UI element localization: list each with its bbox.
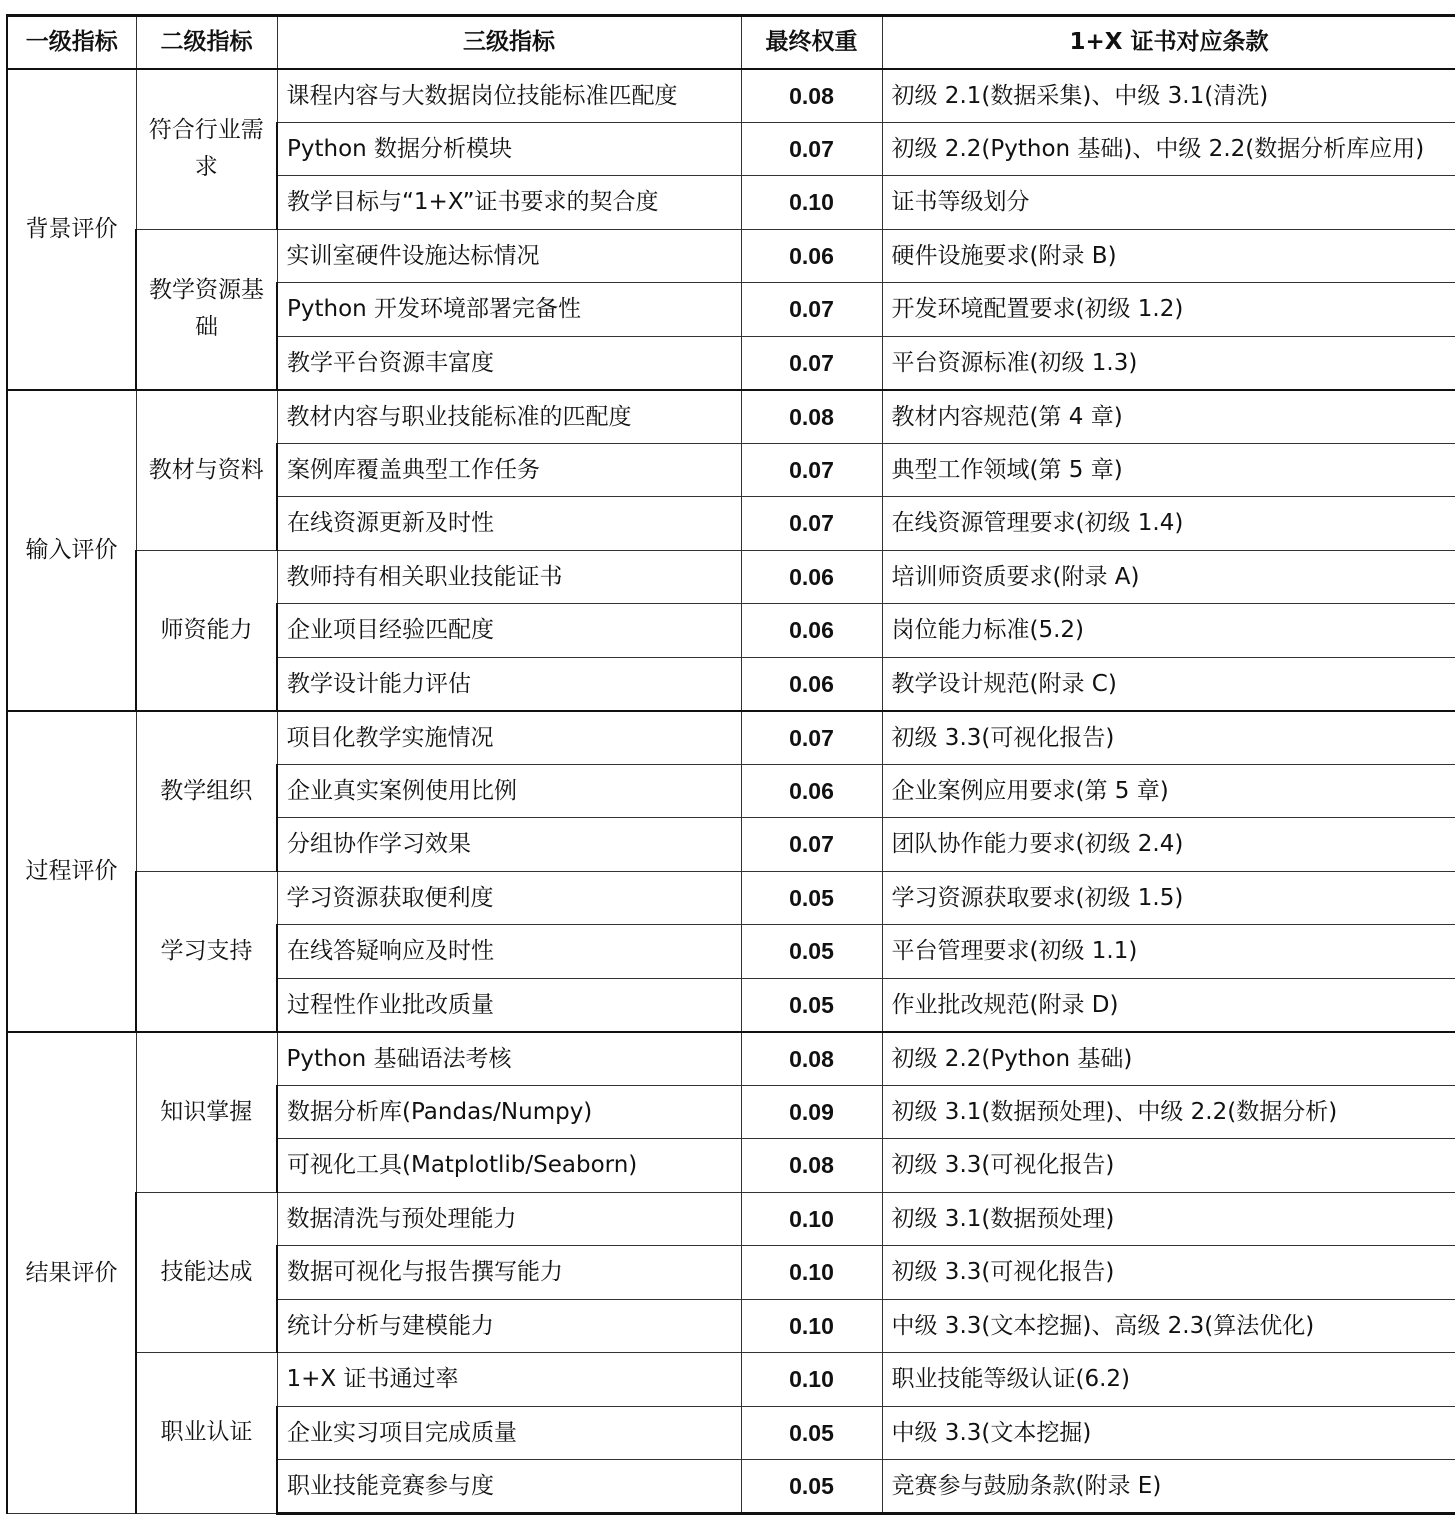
level3-cell: 职业技能竞赛参与度	[277, 1460, 741, 1514]
level3-cell: 数据清洗与预处理能力	[277, 1192, 741, 1246]
weight-cell: 0.07	[741, 711, 882, 765]
table-row	[7, 711, 1455, 765]
level3-cell: 教学设计能力评估	[277, 657, 741, 711]
level3-cell: 实训室硬件设施达标情况	[277, 229, 741, 283]
level2-cell	[136, 69, 277, 230]
cert-clause-cell: 在线资源管理要求(初级 1.4)	[882, 497, 1455, 551]
header-weight: 最终权重	[741, 16, 882, 69]
header-level3: 三级指标	[277, 16, 741, 69]
level3-cell: 可视化工具(Matplotlib/Seaborn)	[277, 1139, 741, 1193]
table-row	[7, 229, 1455, 283]
level3-cell: 教学目标与“1+X”证书要求的契合度	[277, 176, 741, 230]
level3-cell: 企业项目经验匹配度	[277, 604, 741, 658]
level2-cell	[136, 229, 277, 390]
level3-cell: 过程性作业批改质量	[277, 978, 741, 1032]
weight-cell: 0.07	[741, 336, 882, 390]
cert-clause-cell: 证书等级划分	[882, 176, 1455, 230]
header-level1: 一级指标	[7, 16, 136, 69]
cert-clause-cell: 中级 3.3(文本挖掘)	[882, 1406, 1455, 1460]
header-cert: 1+X 证书对应条款	[882, 16, 1455, 69]
cert-clause-cell: 初级 3.1(数据预处理)	[882, 1192, 1455, 1246]
weight-cell: 0.07	[741, 818, 882, 872]
level3-cell: 1+X 证书通过率	[277, 1353, 741, 1407]
weight-cell: 0.06	[741, 764, 882, 818]
cert-clause-cell: 作业批改规范(附录 D)	[882, 978, 1455, 1032]
level1-cell: 背景评价	[7, 69, 136, 390]
weight-cell: 0.06	[741, 229, 882, 283]
level1-cell: 结果评价	[7, 1032, 136, 1514]
weight-cell: 0.10	[741, 1246, 882, 1300]
table-row	[7, 1032, 1455, 1086]
level2-label: 学习支持	[160, 937, 253, 964]
level2-cell	[136, 711, 277, 872]
cert-clause-cell: 初级 2.1(数据采集)、中级 3.1(清洗)	[882, 69, 1455, 123]
weight-cell: 0.07	[741, 497, 882, 551]
level3-cell: Python 数据分析模块	[277, 122, 741, 176]
level2-cell	[136, 390, 277, 551]
weight-cell: 0.05	[741, 871, 882, 925]
table-body	[7, 69, 1455, 1514]
weight-cell: 0.06	[741, 550, 882, 604]
level2-cell	[136, 550, 277, 711]
level3-cell: 企业真实案例使用比例	[277, 764, 741, 818]
level2-cell	[136, 1192, 277, 1353]
cert-clause-cell: 硬件设施要求(附录 B)	[882, 229, 1455, 283]
cert-clause-cell: 初级 2.2(Python 基础)、中级 2.2(数据分析库应用)	[882, 122, 1455, 176]
header-level2: 二级指标	[136, 16, 277, 69]
weight-cell: 0.10	[741, 1353, 882, 1407]
weight-cell: 0.06	[741, 604, 882, 658]
cert-clause-cell: 教材内容规范(第 4 章)	[882, 390, 1455, 444]
level3-cell: 教师持有相关职业技能证书	[277, 550, 741, 604]
cert-clause-cell: 初级 3.3(可视化报告)	[882, 711, 1455, 765]
cert-clause-cell: 竞赛参与鼓励条款(附录 E)	[882, 1460, 1455, 1514]
evaluation-index-table	[6, 14, 1455, 1515]
level2-label: 教材与资料	[148, 456, 264, 483]
header-row	[7, 16, 1455, 69]
cert-clause-cell: 职业技能等级认证(6.2)	[882, 1353, 1455, 1407]
level3-cell: 在线答疑响应及时性	[277, 925, 741, 979]
cert-clause-cell: 开发环境配置要求(初级 1.2)	[882, 283, 1455, 337]
cert-clause-cell: 初级 3.3(可视化报告)	[882, 1139, 1455, 1193]
weight-cell: 0.08	[741, 69, 882, 123]
level3-cell: 课程内容与大数据岗位技能标准匹配度	[277, 69, 741, 123]
level3-cell: 企业实习项目完成质量	[277, 1406, 741, 1460]
level3-cell: 教材内容与职业技能标准的匹配度	[277, 390, 741, 444]
weight-cell: 0.05	[741, 1406, 882, 1460]
level3-cell: Python 基础语法考核	[277, 1032, 741, 1086]
weight-cell: 0.10	[741, 1299, 882, 1353]
weight-cell: 0.08	[741, 1139, 882, 1193]
level2-label: 职业认证	[160, 1419, 253, 1446]
table-row	[7, 69, 1455, 123]
table-row	[7, 1192, 1455, 1246]
level3-cell: 数据分析库(Pandas/Numpy)	[277, 1085, 741, 1139]
level2-label: 教学组织	[160, 777, 253, 804]
level2-label: 师资能力	[160, 616, 253, 643]
level2-cell	[136, 871, 277, 1032]
cert-clause-cell: 教学设计规范(附录 C)	[882, 657, 1455, 711]
cert-clause-cell: 企业案例应用要求(第 5 章)	[882, 764, 1455, 818]
cert-clause-cell: 平台资源标准(初级 1.3)	[882, 336, 1455, 390]
weight-cell: 0.09	[741, 1085, 882, 1139]
table-row	[7, 871, 1455, 925]
level3-cell: Python 开发环境部署完备性	[277, 283, 741, 337]
level3-cell: 项目化教学实施情况	[277, 711, 741, 765]
weight-cell: 0.05	[741, 925, 882, 979]
cert-clause-cell: 典型工作领域(第 5 章)	[882, 443, 1455, 497]
weight-cell: 0.07	[741, 122, 882, 176]
weight-cell: 0.08	[741, 390, 882, 444]
table-row	[7, 390, 1455, 444]
cert-clause-cell: 岗位能力标准(5.2)	[882, 604, 1455, 658]
cert-clause-cell: 培训师资质要求(附录 A)	[882, 550, 1455, 604]
level3-cell: 数据可视化与报告撰写能力	[277, 1246, 741, 1300]
table-row	[7, 1353, 1455, 1407]
cert-clause-cell: 平台管理要求(初级 1.1)	[882, 925, 1455, 979]
level2-cell	[136, 1032, 277, 1193]
level3-cell: 分组协作学习效果	[277, 818, 741, 872]
weight-cell: 0.06	[741, 657, 882, 711]
cert-clause-cell: 初级 2.2(Python 基础)	[882, 1032, 1455, 1086]
level1-cell: 过程评价	[7, 711, 136, 1032]
level1-cell: 输入评价	[7, 390, 136, 711]
weight-cell: 0.07	[741, 283, 882, 337]
cert-clause-cell: 团队协作能力要求(初级 2.4)	[882, 818, 1455, 872]
level2-label: 知识掌握	[160, 1098, 253, 1125]
level2-label: 技能达成	[160, 1258, 253, 1285]
weight-cell: 0.08	[741, 1032, 882, 1086]
weight-cell: 0.07	[741, 443, 882, 497]
weight-cell: 0.10	[741, 176, 882, 230]
level3-cell: 教学平台资源丰富度	[277, 336, 741, 390]
level2-cell	[136, 1353, 277, 1514]
level2-label: 符合行业需求	[148, 117, 264, 180]
table-row	[7, 550, 1455, 604]
cert-clause-cell: 初级 3.3(可视化报告)	[882, 1246, 1455, 1300]
level3-cell: 统计分析与建模能力	[277, 1299, 741, 1353]
cert-clause-cell: 初级 3.1(数据预处理)、中级 2.2(数据分析)	[882, 1085, 1455, 1139]
level3-cell: 学习资源获取便利度	[277, 871, 741, 925]
cert-clause-cell: 学习资源获取要求(初级 1.5)	[882, 871, 1455, 925]
cert-clause-cell: 中级 3.3(文本挖掘)、高级 2.3(算法优化)	[882, 1299, 1455, 1353]
weight-cell: 0.05	[741, 978, 882, 1032]
level3-cell: 案例库覆盖典型工作任务	[277, 443, 741, 497]
level2-label: 教学资源基础	[149, 277, 264, 340]
level3-cell: 在线资源更新及时性	[277, 497, 741, 551]
weight-cell: 0.05	[741, 1460, 882, 1514]
weight-cell: 0.10	[741, 1192, 882, 1246]
